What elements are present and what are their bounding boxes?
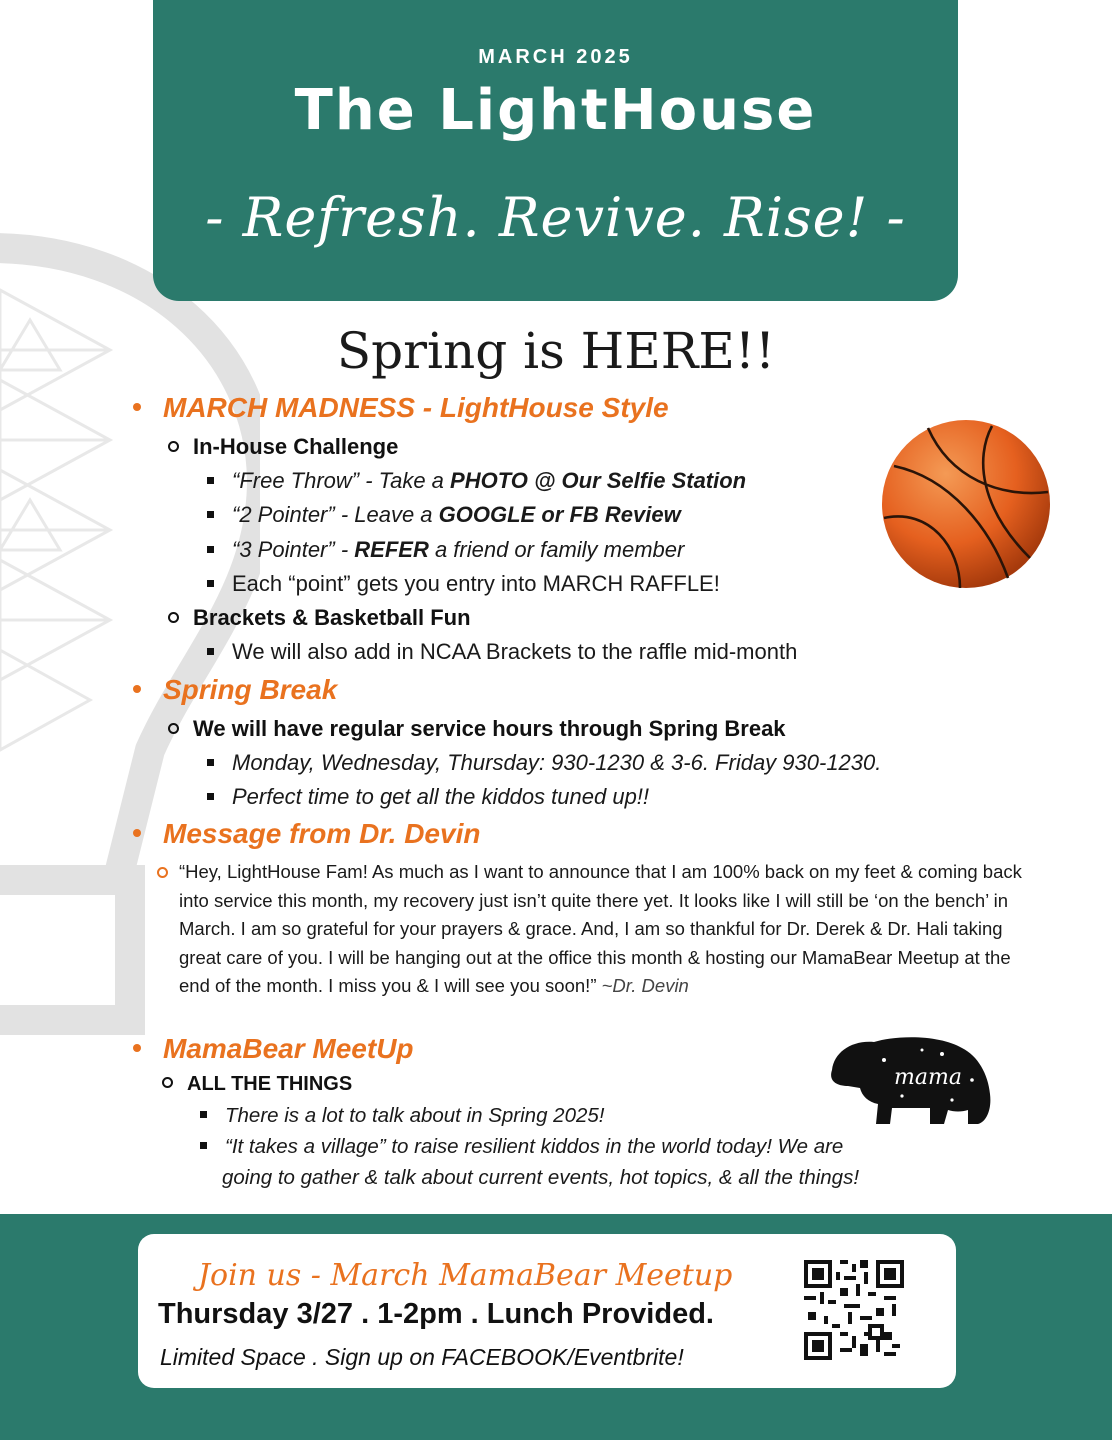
bullet-square [207, 793, 214, 800]
mama-bear-icon [822, 1030, 994, 1130]
bullet-dot [133, 1044, 141, 1052]
bullet-circle [168, 441, 179, 452]
item-text: “It takes a village” to raise resilient kiddos in the world today! We are [225, 1135, 844, 1158]
event-date: Thursday 3/27 . 1-2pm . Lunch Provided. [158, 1298, 714, 1330]
item-emphasis: PHOTO @ Our Selfie Station [450, 468, 747, 493]
basketball-icon [880, 418, 1052, 590]
bullet-square [207, 477, 214, 484]
section-title: Message from Dr. Devin [163, 818, 481, 849]
subsection-title: In-House Challenge [193, 434, 399, 459]
list-item [200, 1104, 604, 1128]
item-emphasis: REFER [354, 537, 429, 562]
subsection-title: Brackets & Basketball Fun [193, 605, 471, 630]
section-spring-break [133, 674, 337, 706]
subsection-title: ALL THE THINGS [187, 1073, 353, 1095]
item-text: We will also add in NCAA Brackets to the raffle mid-month [232, 639, 798, 664]
bullet-circle [168, 612, 179, 623]
header-banner [153, 0, 958, 301]
bullet-square [207, 580, 214, 587]
item-text: going to gather & talk about current events, hot topics, & all the things! [222, 1166, 860, 1189]
section-message [133, 818, 480, 850]
bullet-square [207, 511, 214, 518]
bullet-circle [168, 723, 179, 734]
item-text: Perfect time to get all the kiddos tuned up!! [232, 784, 650, 809]
bullet-circle [162, 1077, 173, 1088]
item-text: There is a lot to talk about in Spring 2025! [225, 1104, 605, 1127]
bullet-dot [133, 829, 141, 837]
subsection-in-house-challenge [168, 434, 398, 460]
list-item [200, 1135, 843, 1159]
section-march-madness [133, 392, 669, 424]
item-text: Monday, Wednesday, Thursday: 930-1230 & 3-6. Friday 930-1230. [232, 750, 882, 775]
qr-code-icon[interactable] [804, 1260, 904, 1360]
item-emphasis: GOOGLE or FB Review [438, 502, 681, 527]
section-title: Spring Break [163, 674, 338, 705]
list-item [207, 750, 881, 776]
section-title: MamaBear MeetUp [163, 1033, 414, 1064]
footer-banner [0, 1214, 1112, 1440]
event-card [138, 1234, 956, 1388]
header-month: MARCH 2025 [478, 46, 633, 68]
list-item [207, 502, 681, 528]
item-text: “3 Pointer” - [232, 537, 355, 562]
item-text: “Free Throw” - Take a [232, 468, 451, 493]
bullet-circle [157, 867, 168, 878]
section-title: MARCH MADNESS - LightHouse Style [163, 392, 669, 423]
dr-devin-quote [157, 858, 1037, 1001]
bullet-dot [133, 403, 141, 411]
subsection-title: We will have regular service hours through Spring Break [193, 716, 786, 741]
list-item [207, 639, 797, 665]
item-text: a friend or family member [428, 537, 685, 562]
event-title: Join us - March MamaBear Meetup [198, 1258, 733, 1293]
quote-text: “Hey, LightHouse Fam! As much as I want to announce that I am 100% back on my feet & coming back into service this month, my recovery just isn’t quite there yet. It looks like I will still be ‘on the bench’ in March. I am so grateful for your prayers & grace. And, I am so thankful for Dr. Derek & Dr. Hali taking great care of you. I will be hanging out at the office this month & hosting our MamaBear Meetup at the end of the month. I miss you & I will see you soon!” [179, 861, 1022, 996]
bullet-square [200, 1111, 207, 1118]
bullet-square [207, 546, 214, 553]
item-text: Each “point” gets you entry into MARCH RAFFLE! [232, 571, 720, 596]
item-text: “2 Pointer” - Leave a [232, 502, 439, 527]
bullet-square [207, 759, 214, 766]
header-tagline: - Refresh. Revive. Rise! - [205, 186, 906, 249]
subsection-brackets [168, 605, 471, 631]
list-item-continuation [222, 1166, 859, 1190]
subsection-service-hours [168, 716, 786, 742]
list-item [207, 537, 684, 563]
list-item [207, 784, 649, 810]
bear-label: mama [894, 1065, 962, 1090]
bullet-square [207, 648, 214, 655]
list-item [207, 571, 720, 597]
page-headline: Spring is HERE!! [336, 322, 776, 380]
section-mamabear [133, 1033, 414, 1065]
list-item [207, 468, 746, 494]
bullet-dot [133, 685, 141, 693]
event-signup-note: Limited Space . Sign up on FACEBOOK/Eventbrite! [160, 1344, 684, 1370]
header-title: The LightHouse [294, 78, 817, 143]
quote-signature: ~Dr. Devin [601, 975, 689, 996]
subsection-all-the-things [162, 1073, 352, 1096]
bullet-square [200, 1142, 207, 1149]
